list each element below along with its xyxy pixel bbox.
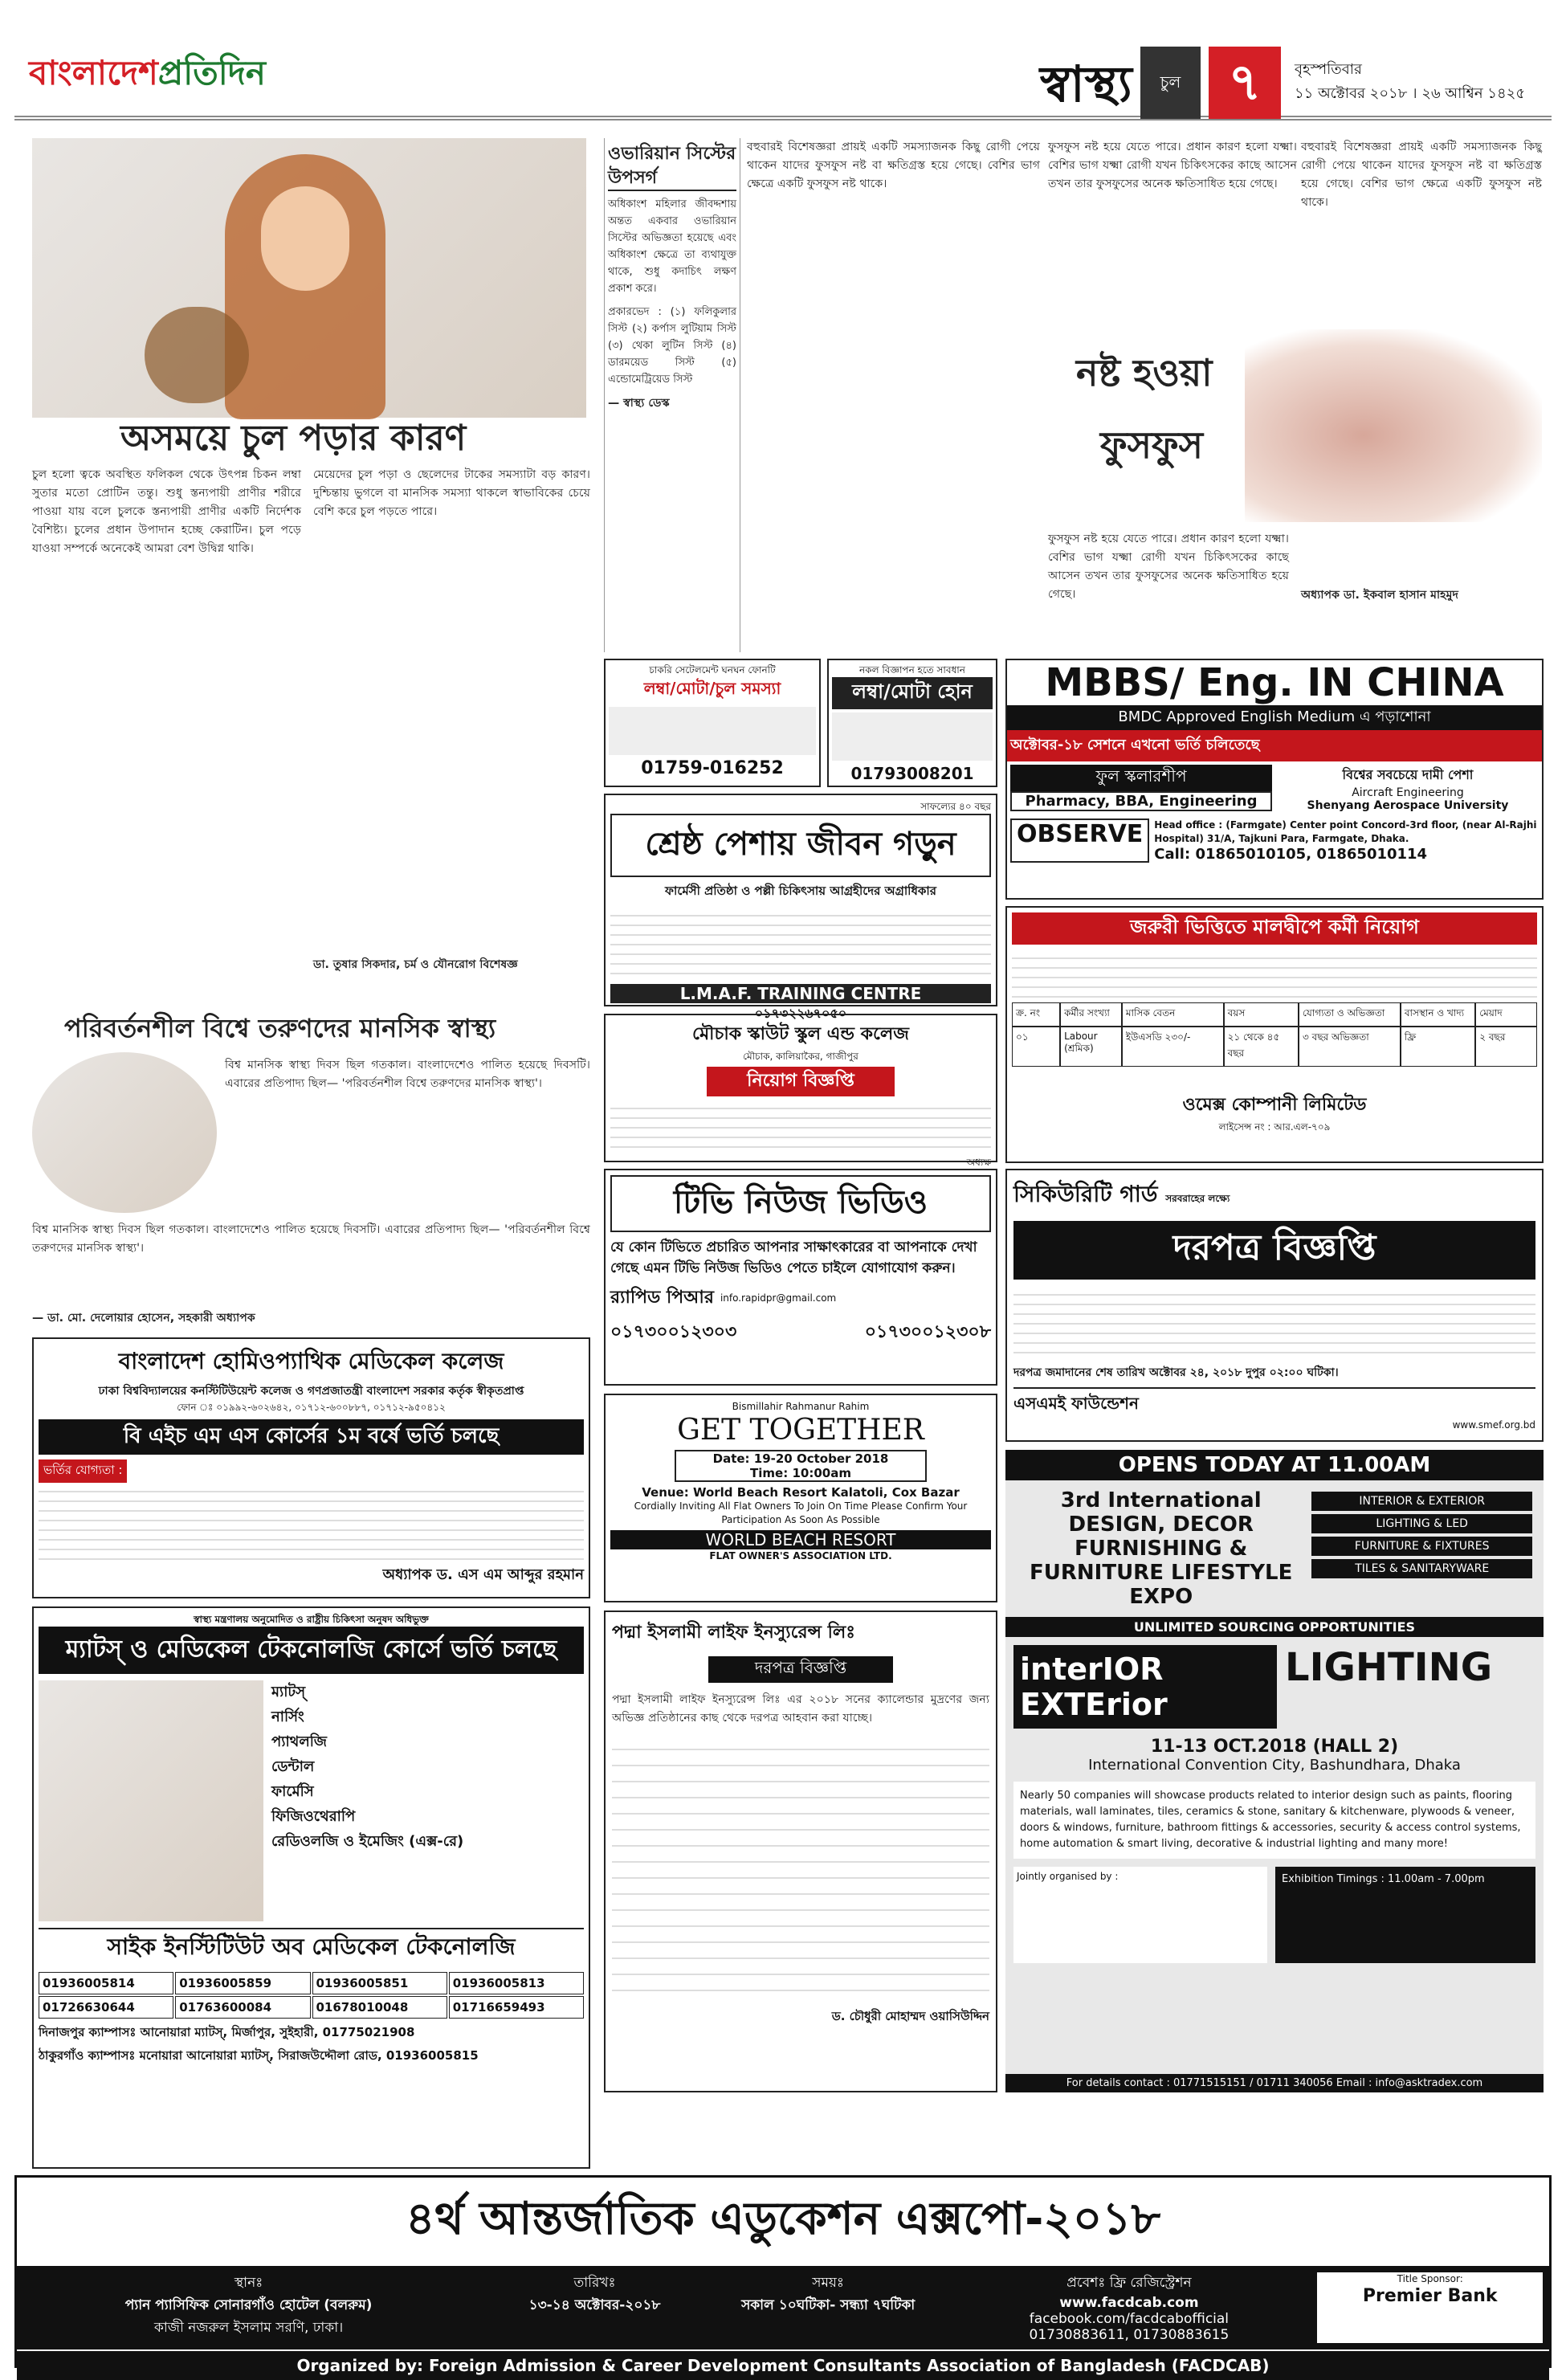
homeo-subtitle: ঢাকা বিশ্ববিদ্যালয়ের কনস্টিটিউয়েন্ট কলেজ ও গণপ্রজাতন্ত্রী বাংলাদেশ সরকার কর্তৃক স্বীকৃতপ্রাপ্ত	[98, 1385, 524, 1398]
lung-article-body-1: বহুবারই বিশেষজ্ঞরা প্রায়ই একটি সমস্যাজনক কিছু রোগী পেয়ে থাকেন যাদের ফুসফুস নষ্ট বা ক্ষতিগ্রস্ত হয়ে গেছে। বেশির ভাগ ক্ষেত্রে একটি ফুসফুস নষ্ট থাকে।	[747, 141, 1040, 190]
edu-expo-time: সময়ঃ সকাল ১০ঘটিকা- সন্ধ্যা ৭ঘটিকা	[741, 2275, 916, 2313]
mats-phone[interactable]: 01936005814	[39, 1972, 173, 1994]
table-header-cell: যোগ্যতা ও অভিজ্ঞতা	[1299, 1002, 1401, 1027]
lung-anatomy-illustration	[1245, 329, 1542, 522]
list-item: প্যাথলজি	[271, 1733, 327, 1750]
school-notice-sign: অধ্যক্ষ	[966, 1157, 991, 1168]
table-cell: ২ বছর	[1475, 1027, 1537, 1067]
security-ad-big-title: দরপত্র বিজ্ঞপ্তি	[1013, 1221, 1535, 1280]
lung-article-body-3: বহুবারই বিশেষজ্ঞরা প্রায়ই একটি সমস্যাজনক কিছু রোগী পেয়ে থাকেন যাদের ফুসফুস নষ্ট বা ক্ষতিগ্রস্ত হয়ে গেছে। বেশির ভাগ ক্ষেত্রে একটি ফুসফুস নষ্ট থাকে।	[1301, 141, 1542, 209]
height-ad-phone[interactable]: 01793008201	[850, 764, 974, 783]
youth-article-body-2: বিশ্ব মানসিক স্বাস্থ্য দিবস ছিল গতকাল। বাংলাদেশেও পালিত হয়েছে দিবসটি। এবারের প্রতিপাদ্য ছিল— 'পরিবর্তনশীল বিশ্বে তরুণদের মানসিক স্বাস্থ্য'।	[32, 1223, 590, 1255]
tv-news-video-ad[interactable]	[604, 1169, 997, 1386]
hair-ad-phone[interactable]: 01759-016252	[641, 758, 784, 778]
table-header-cell: মেয়াদ	[1475, 1002, 1537, 1027]
mats-phone[interactable]: 01726630644	[39, 1996, 173, 2019]
table-row	[1012, 1027, 1537, 1067]
observe-logo: OBSERVE	[1010, 819, 1149, 863]
table-header-cell: বয়স	[1224, 1002, 1299, 1027]
mats-phone[interactable]: 01936005859	[175, 1972, 310, 1994]
school-notice-title: নিয়োগ বিজ্ঞপ্তি	[707, 1067, 895, 1096]
school-address: মৌচাক, কালিয়াকৈর, গাজীপুর	[743, 1051, 858, 1062]
hair-article-body-1: চুল হলো ত্বকে অবস্থিত ফলিকল থেকে উৎপন্ন চিকন লম্বা সুতার মতো প্রোটিন তন্তু। শুধু স্তন্যপায়ী প্রাণীর শরীরে পাওয়া যায় বলে চুলকে স্তন্যপায়ী প্রাণীর একটি নির্দেশক বৈশিষ্ট্য। চুলের প্রধান উপাদান হচ্ছে কেরাটিন। চুল পড়ে যাওয়া সম্পর্কে অনেকেই আমরা বেশ উদ্বিগ্ন থাকি।	[32, 468, 301, 555]
get-together-resort: WORLD BEACH RESORT	[610, 1530, 991, 1549]
mats-phone[interactable]: 01936005813	[449, 1972, 584, 1994]
tv-ad-phone-2[interactable]: ০১৭৩০০১২৩০৮	[864, 1322, 991, 1342]
ovary-author: — স্বাস্থ্য ডেস্ক	[608, 397, 670, 410]
get-together-association: FLAT OWNER'S ASSOCIATION LTD.	[709, 1550, 892, 1561]
homeo-title: বাংলাদেশ হোমিওপ্যাথিক মেডিকেল কলেজ	[118, 1348, 504, 1374]
maldives-ad-title: জরুরী ভিত্তিতে মালদ্বীপে কর্মী নিয়োগ	[1012, 912, 1537, 945]
tv-ad-title: টিভি নিউজ ভিডিও	[610, 1175, 991, 1232]
lung-article-body-2: ফুসফুস নষ্ট হয়ে যেতে পারে। প্রধান কারণ হলো যক্ষ্মা। বেশির ভাগ যক্ষ্মা রোগী যখন চিকিৎসকের কাছে আসেন তখন তার ফুসফুসের অনেক ক্ষতিসাধিত হয়ে গেছে।	[1048, 141, 1297, 190]
padma-insurance-tender-ad[interactable]	[604, 1610, 997, 2092]
expo-sourcing-bar: UNLIMITED SOURCING OPPORTUNITIES	[1005, 1617, 1544, 1637]
height-ad-heading: লম্বা/মোটা হোন	[832, 677, 993, 709]
expo-opening-bar: OPENS TODAY AT 11.00AM	[1005, 1450, 1544, 1480]
lung-title-2: ফুসফুস	[1100, 423, 1204, 467]
edu-expo-venue: স্থানঃ প্যান প্যাসিফিক সোনারগাঁও হোটেল (বলরুম) কাজী নজরুল ইসলাম সরণি, ঢাকা।	[124, 2275, 373, 2336]
youth-article-title: পরিবর্তনশীল বিশ্বে তরুণদের মানসিক স্বাস্থ্য	[64, 1013, 496, 1043]
mats-phone[interactable]: 01763600084	[175, 1996, 310, 2019]
homeo-requirements	[39, 1483, 584, 1563]
mbbs-ad-call[interactable]: Call: 01865010105, 01865010114	[1154, 846, 1428, 863]
table-cell: ৩ বছর অভিজ্ঞতা	[1299, 1027, 1401, 1067]
maldives-ad-text	[1012, 949, 1537, 998]
mats-phone[interactable]: 01936005851	[312, 1972, 447, 1994]
table-header-cell: ক্র. নং	[1012, 1002, 1060, 1027]
edu-expo-organizer: Organized by: Foreign Admission & Career Development Consultants Association of Bangladesh (FACDCAB)	[17, 2349, 1549, 2380]
security-ad-org: এসএমই ফাউন্ডেশন	[1013, 1387, 1535, 1419]
hair-article-title: অসময়ে চুল পড়ার কারণ	[120, 418, 467, 459]
homeo-principal: অধ্যাপক ড. এস এম আব্দুর রহমান	[382, 1566, 584, 1583]
table-header-cell: মাসিক বেতন	[1122, 1002, 1224, 1027]
padma-name: পদ্মা ইসলামী লাইফ ইনস্যুরেন্স লিঃ	[612, 1623, 855, 1643]
mbbs-china-ad[interactable]	[1005, 659, 1544, 900]
list-item: ফার্মেসি	[271, 1783, 314, 1800]
mats-course-list	[271, 1680, 584, 1921]
issue-date: বৃহস্পতিবার ১১ অক্টোবর ২০১৮ । ২৬ আশ্বিন ১৪২৫	[1295, 61, 1526, 102]
rapid-pr-logo: র‌্যাপিড পিআর	[610, 1288, 714, 1308]
ovary-title: ওভারিয়ান সিস্টের উপসর্গ	[608, 141, 736, 191]
hair-article-author: ডা. তুষার সিকদার, চর্ম ও যৌনরোগ বিশেষজ্ঞ	[313, 958, 518, 971]
expo-title: 3rd International DESIGN, DECOR FURNISHING & FURNITURE LIFESTYLE EXPO	[1030, 1488, 1293, 1609]
hair-ad-photos	[609, 707, 816, 755]
expo-tag: TILES & SANITARYWARE	[1311, 1559, 1532, 1578]
mbbs-ad-profession: বিশ্বের সবচেয়ে দামী পেশা	[1342, 767, 1474, 782]
mbbs-ad-scholarship: ফুল স্কলারশীপ	[1010, 765, 1272, 791]
height-ad-photo	[832, 712, 993, 761]
maldives-table-header	[1012, 1002, 1537, 1027]
lung-article-author: অধ্যাপক ডা. ইকবাল হাসান মাহমুদ	[1301, 589, 1458, 602]
edu-expo-sponsor: Title Sponsor: Premier Bank	[1317, 2272, 1543, 2343]
edu-expo-title: ৪র্থ আন্তর্জাতিক এডুকেশন এক্সপো-২০১৮	[406, 2193, 1160, 2245]
edu-expo-registration: প্রবেশঃ ফ্রি রেজিস্ট্রেশন www.facdcab.com facebook.com/facdcabofficial 01730883611, 01730883615	[1029, 2275, 1230, 2343]
mats-institute-name: সাইক ইনস্টিটিউট অব মেডিকেল টেকনোলজি	[39, 1928, 584, 1967]
expo-organisers: Jointly organised by :	[1013, 1867, 1267, 1963]
expo-description: Nearly 50 companies will showcase products related to interior design such as paints, flooring materials, wall laminates, tiles, ceramics & stone, sanitary & kitchenware, plywoods & veneer, doors & windows, furniture, bathroom fittings & accessories, security & access control systems, home automation & smart living, decorative & industrial lighting and many more!	[1013, 1782, 1535, 1859]
security-ad-body	[1013, 1286, 1535, 1358]
security-ad-deadline: দরপত্র জমাদানের শেষ তারিখ অক্টোবর ২৪, ২০১৮ দুপুর ০২:০০ ঘটিকা।	[1013, 1366, 1339, 1379]
list-item: ফিজিওথেরাপি	[271, 1808, 356, 1825]
mbbs-ad-university: Shenyang Aerospace University	[1307, 799, 1509, 812]
edu-expo-date: তারিখঃ ১৩-১৪ অক্টোবর-২০১৮	[528, 2275, 661, 2313]
get-together-bismillah: Bismillahir Rahmanur Rahim	[732, 1401, 870, 1412]
school-notice-body	[610, 1100, 991, 1156]
career-ad-details	[610, 907, 991, 979]
page-number: ৭	[1209, 47, 1281, 119]
school-recruitment-ad[interactable]	[604, 1014, 997, 1168]
hair-article-photo	[32, 138, 586, 418]
career-ad-institute: L.M.A.F. TRAINING CENTRE	[610, 984, 991, 1003]
hair-ad-heading: লম্বা/মোটা/চুল সমস্যা	[643, 679, 781, 698]
career-ad-phone[interactable]: ০১৭৩২২৬৭০৫০	[754, 1006, 847, 1021]
mbbs-ad-subtitle: BMDC Approved English Medium এ পড়াশোনা	[1007, 705, 1542, 730]
expo-tag: INTERIOR & EXTERIOR	[1311, 1492, 1532, 1511]
mbbs-ad-session: অক্টোবর-১৮ সেশনে এখনো ভর্তি চলিতেছে	[1007, 730, 1542, 761]
hair-article-body-2: মেয়েদের চুল পড়া ও ছেলেদের টাকের সমস্যাটা বড় কারণ। দুশ্চিন্তায় ভুগলে বা মানসিক সমস্যা থাকলে স্বাভাবিকের চেয়ে বেশি করে চুল পড়তে পারে।	[313, 468, 590, 518]
expo-tag: LIGHTING & LED	[1311, 1514, 1532, 1533]
mbbs-ad-title: MBBS/ Eng. IN CHINA	[1007, 660, 1542, 705]
lighting-logo: LIGHTING	[1285, 1645, 1493, 1690]
get-together-title: GET TOGETHER	[677, 1414, 924, 1447]
homeopathic-college-ad[interactable]	[32, 1337, 590, 1598]
youth-article-body: বিশ্ব মানসিক স্বাস্থ্য দিবস ছিল গতকাল। বাংলাদেশেও পালিত হয়েছে দিবসটি। এবারের প্রতিপাদ্য ছিল— 'পরিবর্তনশীল বিশ্বে তরুণদের মানসিক স্বাস্থ্য'।	[225, 1059, 590, 1090]
mats-phone[interactable]: 01716659493	[449, 1996, 584, 2019]
table-cell: ০১	[1012, 1027, 1060, 1067]
mbbs-ad-office: Head office : (Farmgate) Center point Concord-3rd floor, (near Al-Rajhi Hospital) 31/A, Tajkuni Para, Farmgate, Dhaka.	[1154, 819, 1537, 844]
mats-campus-2: ঠাকুরগাঁও ক্যাম্পাসঃ মনোয়ারা আনোয়ারা ম্যাটস্, সিরাজউদ্দৌলা রোড, 01936005815	[39, 2048, 479, 2063]
height-ad-warning: নকল বিজ্ঞাপন হতে সাবধান	[859, 664, 965, 676]
get-together-venue: Venue: World Beach Resort Kalatoli, Cox Bazar	[642, 1485, 960, 1500]
expo-venue: International Convention City, Bashundhara, Dhaka	[1088, 1757, 1461, 1774]
table-cell: ফ্রি	[1401, 1027, 1475, 1067]
table-cell: ২১ থেকে ৪৫ বছর	[1224, 1027, 1299, 1067]
list-item: ম্যাটস্	[271, 1684, 306, 1700]
mats-title: ম্যাটস্ ও মেডিকেল টেকনোলজি কোর্সে ভর্তি চলছে	[39, 1627, 584, 1674]
ovary-body: অধিকাংশ মহিলার জীবদ্দশায় অন্তত একবার ওভারিয়ান সিস্টের অভিজ্ঞতা হয়েছে এবং অধিকাংশ ক্ষেত্রে তা ব্যথাযুক্ত থাকে, শুধু কদাচিৎ লক্ষণ প্রকাশ করে।	[608, 198, 736, 295]
tv-ad-email[interactable]: info.rapidpr@gmail.com	[720, 1292, 837, 1304]
list-item: রেডিওলজি ও ইমেজিং (এক্স-রে)	[271, 1833, 464, 1850]
lung-title-1: নষ্ট হওয়া	[1076, 351, 1213, 394]
career-ad-subtitle: ফার্মেসী প্রতিষ্ঠা ও পল্লী চিকিৎসায় আগ্রহীদের অগ্রাধিকার	[665, 884, 936, 898]
school-name: মৌচাক স্কাউট স্কুল এন্ড কলেজ	[692, 1024, 909, 1044]
expo-dates: 11-13 OCT.2018 (HALL 2)	[1150, 1737, 1399, 1757]
get-together-invite: Cordially Inviting All Flat Owners To Join On Time Please Confirm Your Participation As Soon As Possible	[634, 1500, 968, 1525]
get-together-date: Date: 19-20 October 2018	[712, 1451, 889, 1466]
tv-ad-body: যে কোন টিভিতে প্রচারিত আপনার সাক্ষাৎকারের বা আপনাকে দেখা গেছে এমন টিভি নিউজ ভিডিও পেতে চাইলে যোগাযোগ করুন।	[610, 1239, 977, 1276]
homeo-admission-bar: বি এইচ এম এস কোর্সের ১ম বর্ষে ভর্তি চলছে	[39, 1419, 584, 1455]
ovary-article	[604, 138, 740, 652]
career-ad-title: শ্রেষ্ঠ পেশায় জীবন গড়ুন	[610, 814, 991, 877]
mats-approval: স্বাস্থ্য মন্ত্রণালয় অনুমোদিত ও রাষ্ট্রীয় চিকিৎসা অনুষদ অধিভুক্ত	[194, 1614, 429, 1625]
hair-section-icon: চুল	[1140, 47, 1201, 119]
expo-tag: FURNITURE & FIXTURES	[1311, 1537, 1532, 1556]
interior-exterior-logo: interIOR EXTErior	[1013, 1645, 1277, 1729]
career-ad-tagline: সাফল্যের ৪০ বছর	[920, 801, 991, 812]
youth-article-author: — ডা. মো. দেলোয়ার হোসেন, সহকারী অধ্যাপক	[32, 1312, 255, 1325]
expo-contact: For details contact : 01771515151 / 01711 340056 Email : info@asktradex.com	[1005, 2074, 1544, 2092]
career-training-ad[interactable]	[604, 794, 997, 1021]
get-together-ad[interactable]	[604, 1394, 997, 1602]
get-together-time: Time: 10:00am	[750, 1466, 851, 1480]
maldives-recruitment-ad[interactable]	[1005, 906, 1544, 1163]
tv-ad-phone-1[interactable]: ০১৭৩০০১২৩০৩	[610, 1322, 737, 1342]
lung-article-body-4: ফুসফুস নষ্ট হয়ে যেতে পারে। প্রধান কারণ হলো যক্ষ্মা। বেশির ভাগ যক্ষ্মা রোগী যখন চিকিৎসকের কাছে আসেন তখন তার ফুসফুসের অনেক ক্ষতিসাধিত হয়ে গেছে।	[1048, 533, 1289, 601]
list-item: ডেন্টাল	[271, 1758, 315, 1775]
padma-body: পদ্মা ইসলামী লাইফ ইনস্যুরেন্স লিঃ এর ২০১৮ সনের ক্যালেন্ডার মুদ্রণের জন্য অভিজ্ঞ প্রতিষ্ঠানের কাছ থেকে দরপত্র আহবান করা যাচ্ছে।	[612, 1693, 989, 1725]
section-title: স্বাস্থ্য	[1040, 55, 1132, 113]
mats-phone[interactable]: 01678010048	[312, 1996, 447, 2019]
homeo-phone: ফোন ঃ ০১৯৯২-৬০২৬৪২, ০১৭১২-৬০০৮৮৭, ০১৭১২-৯৫০৪১২	[177, 1402, 446, 1413]
mats-campus-1: দিনাজপুর ক্যাম্পাসঃ আনোয়ারা ম্যাটস্, মির্জাপুর, সুইহারী, 01775021908	[39, 2025, 415, 2039]
ovary-types: প্রকারভেদ : (১) ফলিকুলার সিস্ট (২) কর্পাস লুটিয়াম সিস্ট (৩) থেকা লুটিন সিস্ট (৪) ডারময়েড সিস্ট (৫) এন্ডোমেট্রিয়েড সিস্ট	[608, 306, 736, 386]
education-expo-banner[interactable]	[14, 2175, 1552, 2375]
newspaper-logo[interactable]: বাংলাদেশপ্রতিদিন	[29, 53, 266, 92]
table-cell: Labour (শ্রমিক)	[1060, 1027, 1122, 1067]
list-item: নার্সিং	[271, 1708, 304, 1725]
security-ad-title: সিকিউরিটি গার্ড সরবরাহের লক্ষ্যে	[1013, 1181, 1230, 1207]
design-expo-ad[interactable]	[1005, 1450, 1544, 2092]
mbbs-ad-programs: Pharmacy, BBA, Engineering	[1010, 791, 1272, 811]
maldives-company: ওমেক্স কোম্পানী লিমিটেড	[1182, 1095, 1367, 1115]
youth-article-photo	[32, 1052, 217, 1213]
hair-ad-line1: চাকরি সেটেলমেন্ট ঘনঘন ফোনটি	[649, 664, 776, 676]
mats-photo	[39, 1680, 263, 1921]
security-ad-website[interactable]: www.smef.org.bd	[1452, 1419, 1535, 1431]
security-guard-tender-ad[interactable]	[1005, 1169, 1544, 1442]
height-ad[interactable]	[827, 659, 997, 787]
table-header-cell: বাসস্থান ও খাদ্য	[1401, 1002, 1475, 1027]
padma-title: দরপত্র বিজ্ঞপ্তি	[708, 1656, 893, 1683]
expo-timings: Exhibition Timings : 11.00am - 7.00pm	[1275, 1867, 1535, 1963]
table-header-cell: কর্মীর সংখ্যা	[1060, 1002, 1122, 1027]
mats-institute-ad[interactable]	[32, 1606, 590, 2169]
padma-signature: ড. চৌধুরী মোহাম্মদ ওয়াসিউদ্দিন	[831, 2009, 989, 2023]
mbbs-ad-aircraft: Aircraft Engineering	[1352, 786, 1464, 799]
hair-problem-ad[interactable]	[604, 659, 821, 787]
table-cell: ইউএসডি ২৩০/-	[1122, 1027, 1224, 1067]
homeo-requirements-label: ভর্তির যোগ্যতা :	[39, 1459, 127, 1483]
padma-body-lines	[612, 1734, 989, 1999]
maldives-license: লাইসেন্স নং : আর.এল-৭০৯	[1218, 1121, 1331, 1133]
